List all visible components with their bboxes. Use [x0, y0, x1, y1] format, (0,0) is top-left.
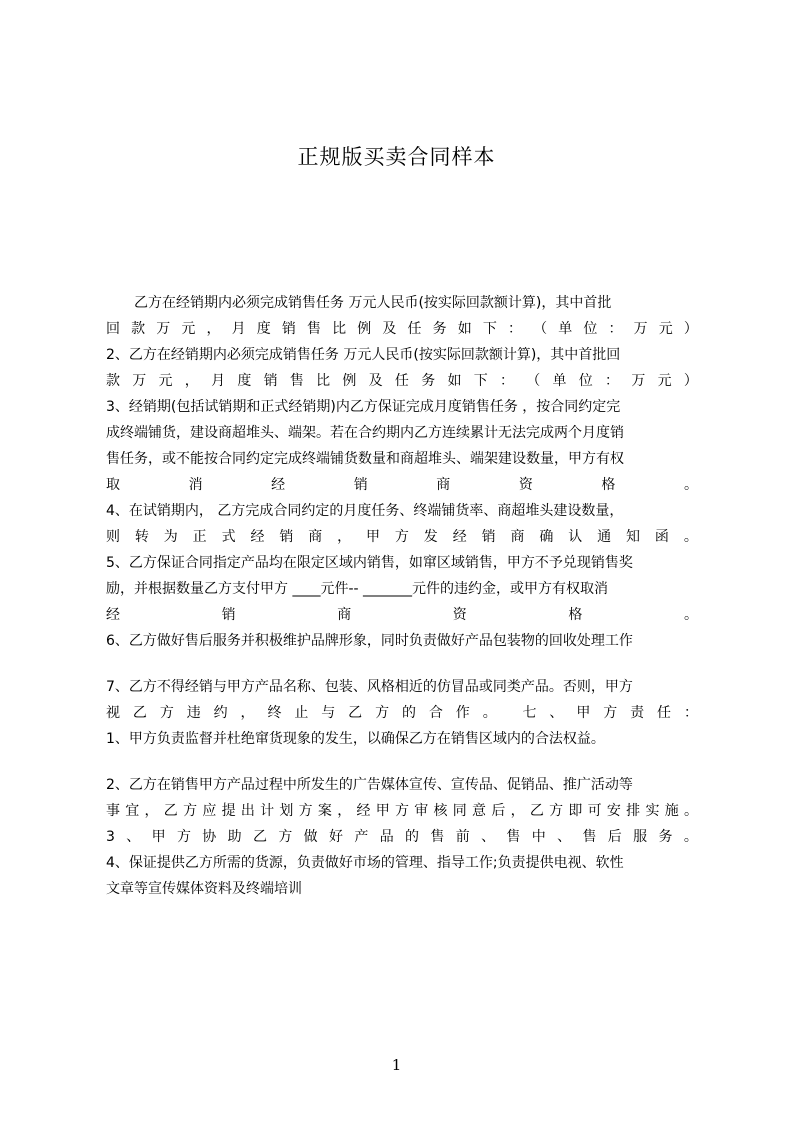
text-char: 销: [353, 477, 368, 493]
text-line: 4、在试销期内， 乙方完成合同约定的月度任务、终端铺货率、商超堆头建设数量，: [106, 503, 624, 519]
text-char: 产: [354, 829, 369, 845]
text-line-justified: [106, 472, 698, 498]
paragraph-gap: [106, 752, 698, 772]
text-char: 下: [473, 373, 488, 389]
text-char: 排: [626, 803, 641, 819]
text-char: ，: [144, 803, 159, 819]
text-char: 施: [664, 803, 679, 819]
text-char: 元: [158, 373, 173, 389]
text-char: （: [526, 373, 541, 389]
text-char: 后: [607, 829, 622, 845]
text-char: 提: [221, 803, 236, 819]
text-char: 、: [481, 829, 496, 845]
text-line: 5、乙方保证合同指定产品均在限定区域内销售，如窜区域销售，甲方不予兑现销售奖: [106, 555, 633, 571]
text-char: 。: [482, 705, 497, 721]
text-char: 式: [221, 529, 236, 545]
text-char: 例: [342, 373, 357, 389]
text-char: 万: [631, 373, 646, 389]
text-char: 视: [106, 705, 120, 721]
text-char: ：: [608, 321, 623, 337]
text-line: 6、乙方做好售后服务并积极维护品牌形象，同时负责做好产品包装物的回收处理工作: [106, 633, 633, 649]
text-char: ）: [683, 373, 698, 389]
text-char: 例: [357, 321, 372, 337]
text-char: 销: [279, 529, 294, 545]
text-char: ：: [499, 373, 514, 389]
text-char: 销: [281, 321, 296, 337]
text-char: 单: [552, 373, 567, 389]
text-char: 服: [633, 829, 648, 845]
text-char: 函: [654, 529, 669, 545]
text-char: 资: [518, 477, 533, 493]
text-char: 的: [401, 705, 416, 721]
text-char: 、: [549, 705, 564, 721]
text-char: ，: [206, 321, 221, 337]
text-char: 则: [106, 529, 120, 545]
text-char: （: [533, 321, 548, 337]
text-char: 方: [278, 829, 293, 845]
text-char: 方: [176, 829, 191, 845]
text-line: 2、乙方在销售甲方产品过程中所发生的广告媒体宣传、宣传品、促销品、推广活动等: [106, 777, 633, 793]
text-char: 后: [491, 803, 506, 819]
text-char: 乙: [163, 803, 178, 819]
text-char: 商: [337, 607, 352, 623]
document-title: 正规版买卖合同样本: [297, 145, 496, 169]
text-char: 销: [221, 607, 236, 623]
text-char: 责: [630, 705, 645, 721]
text-char: 售: [289, 373, 304, 389]
text-char: 商: [308, 529, 323, 545]
text-char: 下: [482, 321, 497, 337]
text-char: 即: [568, 803, 583, 819]
text-char: 七: [522, 705, 537, 721]
text-line: 成终端铺货，建设商超堆头、端架。若在合约期内乙方连续累计无法完成两个月度销: [106, 425, 624, 441]
text-line-justified: [106, 368, 698, 394]
text-char: 方: [549, 803, 564, 819]
text-char: 前: [455, 829, 470, 845]
text-line: 乙方在经销期内必须完成销售任务 万元人民币(按实际回款额计算)，其中首批: [134, 295, 612, 311]
text-char: 助: [227, 829, 242, 845]
text-char: ，: [184, 373, 199, 389]
text-char: 甲: [151, 829, 166, 845]
text-line-justified: [106, 700, 698, 726]
text-char: 务: [421, 373, 436, 389]
text-line: 2、乙方在经销期内必须完成销售任务 万元人民币(按实际回款额计算)，其中首批回: [106, 347, 621, 363]
text-char: 位: [583, 321, 598, 337]
text-char: 案: [317, 803, 332, 819]
text-char: 好: [329, 829, 344, 845]
text-char: 比: [316, 373, 331, 389]
text-char: 方: [394, 803, 409, 819]
text-char: 计: [260, 803, 275, 819]
text-line-justified: [106, 524, 698, 550]
text-line: 7、乙方不得经销与甲方产品名称、包装、风格相近的仿冒品或同类产品。否则，甲方: [106, 679, 633, 695]
text-char: 止: [294, 705, 309, 721]
text-char: 务: [658, 829, 673, 845]
text-char: 中: [531, 829, 546, 845]
text-char: 的: [405, 829, 420, 845]
text-char: 度: [256, 321, 271, 337]
text-char: 做: [303, 829, 318, 845]
text-line: 4、保证提供乙方所需的货源，负责做好市场的管理、指导工作;负责提供电视、软性: [106, 855, 624, 871]
text-line: 售任务，或不能按合同约定完成终端铺货数量和商超堆头、端架建设数量，甲方有权: [106, 451, 624, 467]
text-char: 销: [263, 373, 278, 389]
text-char: 位: [578, 373, 593, 389]
text-char: 应: [202, 803, 217, 819]
text-char: 资: [452, 607, 467, 623]
contract-body: [106, 290, 698, 902]
text-char: 售: [307, 321, 321, 337]
text-char: 、: [126, 829, 141, 845]
text-char: 确: [539, 529, 554, 545]
text-char: 售: [582, 829, 597, 845]
text-char: 任: [657, 705, 672, 721]
text-char: 认: [568, 529, 583, 545]
text-char: 作: [455, 705, 470, 721]
text-char: 元: [181, 321, 196, 337]
text-char: 甲: [366, 529, 381, 545]
text-char: 知: [626, 529, 641, 545]
text-char: 协: [202, 829, 217, 845]
text-char: 实: [645, 803, 660, 819]
text-char: 方: [394, 529, 409, 545]
text-char: 通: [597, 529, 612, 545]
text-char: 月: [211, 373, 226, 389]
text-char: 。: [683, 803, 698, 819]
text-line-justified: [106, 602, 698, 628]
text-char: 回: [106, 321, 120, 337]
text-char: ：: [683, 705, 698, 721]
text-char: 。: [683, 529, 698, 545]
text-char: 销: [481, 529, 496, 545]
text-char: 任: [407, 321, 422, 337]
text-char: 售: [430, 829, 445, 845]
text-line: 3、经销期(包括试销期和正式经销期)内乙方保证完成月度销售任务 ，按合同约定完: [106, 399, 621, 415]
text-char: 乙: [529, 803, 544, 819]
text-char: 为: [163, 529, 178, 545]
text-char: 事: [106, 803, 120, 819]
text-char: 乙: [348, 705, 363, 721]
text-char: 万: [633, 321, 648, 337]
text-char: 经: [356, 803, 371, 819]
text-char: 正: [192, 529, 207, 545]
text-char: 商: [436, 477, 451, 493]
text-line-justified: [106, 824, 698, 850]
text-char: 元: [658, 321, 673, 337]
text-char: 方: [603, 705, 618, 721]
text-char: 终: [267, 705, 282, 721]
text-char: 度: [237, 373, 252, 389]
paragraph-gap: [106, 654, 698, 674]
text-char: 意: [472, 803, 487, 819]
text-char: 宜: [125, 803, 140, 819]
text-char: 。: [683, 607, 698, 623]
text-line-justified: [106, 316, 698, 342]
text-char: 核: [433, 803, 448, 819]
text-char: 商: [510, 529, 525, 545]
text-char: 甲: [375, 803, 390, 819]
text-char: 约: [213, 705, 228, 721]
text-char: 乙: [252, 829, 267, 845]
text-char: 元: [657, 373, 672, 389]
text-char: 万: [156, 321, 171, 337]
text-char: 。: [683, 829, 698, 845]
text-char: 款: [131, 321, 146, 337]
text-char: ，: [337, 529, 352, 545]
text-char: 转: [134, 529, 149, 545]
text-char: 出: [240, 803, 255, 819]
text-line: 文章等宣传媒体资料及终端培训: [106, 881, 302, 897]
text-char: 万: [132, 373, 147, 389]
text-char: 款: [106, 373, 120, 389]
text-char: 违: [186, 705, 201, 721]
text-char: 。: [683, 477, 698, 493]
text-char: 经: [452, 529, 467, 545]
text-char: 如: [457, 321, 472, 337]
text-char: ：: [508, 321, 522, 337]
text-char: 3: [106, 829, 115, 845]
text-char: 品: [379, 829, 394, 845]
text-char: 方: [183, 803, 198, 819]
text-char: 方: [159, 705, 174, 721]
text-char: 同: [452, 803, 467, 819]
text-char: 及: [382, 321, 397, 337]
text-char: 售: [506, 829, 521, 845]
text-char: 格: [601, 477, 616, 493]
text-char: 方: [298, 803, 313, 819]
text-char: 经: [250, 529, 265, 545]
text-char: 安: [606, 803, 621, 819]
text-char: 可: [587, 803, 602, 819]
text-line: 励，并根据数量乙方支付甲方 ____元件-- _______元件的违约金，或甲方有权取消: [106, 581, 609, 597]
text-char: ，: [240, 705, 255, 721]
text-char: 比: [332, 321, 347, 337]
text-char: 经: [271, 477, 286, 493]
text-char: 、: [557, 829, 572, 845]
text-char: ）: [683, 321, 698, 337]
text-char: 审: [414, 803, 429, 819]
text-char: 及: [368, 373, 383, 389]
text-char: 务: [432, 321, 447, 337]
text-char: 划: [279, 803, 294, 819]
text-line-justified: [106, 798, 698, 824]
text-line: 1、甲方负责监督并杜绝窜货现象的发生，以确保乙方在销售区域内的合法权益。: [106, 731, 605, 747]
text-char: 取: [106, 477, 120, 493]
text-char: 乙: [132, 705, 147, 721]
text-char: 如: [447, 373, 462, 389]
text-char: 方: [375, 705, 390, 721]
text-char: 发: [423, 529, 438, 545]
text-char: 月: [231, 321, 246, 337]
text-char: ：: [605, 373, 620, 389]
page-number: 1: [391, 1056, 402, 1074]
text-char: 单: [558, 321, 573, 337]
text-char: 经: [106, 607, 120, 623]
text-char: ，: [510, 803, 525, 819]
text-char: 格: [568, 607, 583, 623]
text-char: 任: [394, 373, 409, 389]
text-char: 消: [188, 477, 203, 493]
text-char: ，: [337, 803, 352, 819]
text-char: 甲: [576, 705, 591, 721]
text-char: 与: [321, 705, 336, 721]
text-char: 合: [428, 705, 443, 721]
